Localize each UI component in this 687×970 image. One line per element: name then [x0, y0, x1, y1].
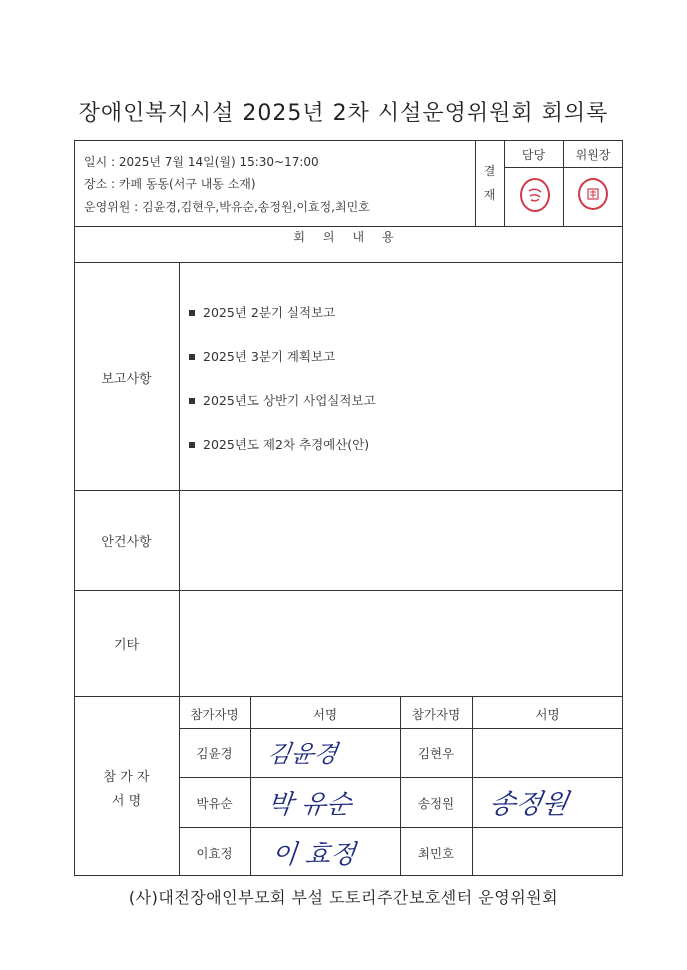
participant-name: 김현우	[417, 746, 455, 761]
approval-label	[475, 140, 504, 226]
report-item	[189, 391, 376, 409]
signature-label	[74, 766, 179, 814]
participant-name: 최민호	[417, 846, 455, 861]
bullet-icon	[189, 354, 195, 360]
header-participant-name: 참가자명	[411, 707, 461, 722]
report-item	[189, 347, 335, 365]
signature-label-line: 서 명	[111, 794, 142, 809]
signature-label-line: 참 가 자	[103, 770, 150, 785]
handwritten-signature: 박 유순	[266, 790, 353, 820]
header-signature: 서명	[535, 707, 560, 722]
bullet-icon	[189, 310, 195, 316]
stamp-icon	[520, 178, 550, 212]
divider	[74, 226, 623, 227]
approval-role-staff: 담당	[521, 148, 546, 162]
participant-name: 이효정	[196, 846, 233, 861]
handwritten-signature: 송정원	[486, 789, 571, 820]
participant-name: 박유순	[196, 796, 233, 811]
participant-name: 김윤경	[196, 746, 233, 761]
approval-label-char: 재	[483, 188, 496, 202]
divider	[74, 696, 623, 697]
approval-label-char: 결	[483, 164, 496, 178]
section-heading: 회의내용	[293, 230, 412, 244]
handwritten-signature: 이 효정	[270, 840, 357, 870]
report-item-text: 2025년 3분기 계획보고	[203, 349, 336, 364]
divider	[74, 262, 623, 263]
header-signature: 서명	[312, 707, 338, 722]
divider	[74, 490, 623, 491]
divider	[179, 827, 623, 828]
report-item	[189, 303, 335, 321]
report-item-text: 2025년도 제2차 추경예산(안)	[203, 437, 370, 452]
report-item-text: 2025년도 상반기 사업실적보고	[203, 393, 376, 408]
participant-name: 송정원	[417, 796, 455, 811]
meeting-place: 장소 : 카페 동동(서구 내동 소재)	[84, 177, 256, 191]
divider	[250, 696, 251, 876]
divider	[179, 777, 623, 778]
divider	[472, 696, 473, 876]
report-label: 보고사항	[101, 372, 152, 387]
seal-icon	[578, 178, 608, 210]
report-item-text: 2025년 2분기 실적보고	[203, 305, 336, 320]
header-participant-name: 참가자명	[190, 707, 239, 722]
document-title: 장애인복지시설 2025년 2차 시설운영위원회 회의록	[78, 101, 609, 126]
report-item	[189, 435, 369, 453]
approval-role-chair: 위원장	[575, 148, 611, 162]
organization-footer: (사)대전장애인부모회 부설 도토리주간보호센터 운영위원회	[128, 888, 559, 907]
other-label: 기타	[113, 638, 140, 653]
meeting-members: 운영위원 : 김윤경,김현우,박유순,송정원,이효정,최민호	[84, 200, 370, 214]
bullet-icon	[189, 398, 195, 404]
divider	[179, 728, 623, 729]
meeting-datetime: 일시 : 2025년 7월 14일(월) 15:30~17:00	[84, 155, 319, 169]
bullet-icon	[189, 442, 195, 448]
divider	[74, 590, 623, 591]
handwritten-signature: 김윤경	[265, 740, 340, 768]
divider	[179, 262, 180, 876]
agenda-label: 안건사항	[101, 535, 152, 550]
